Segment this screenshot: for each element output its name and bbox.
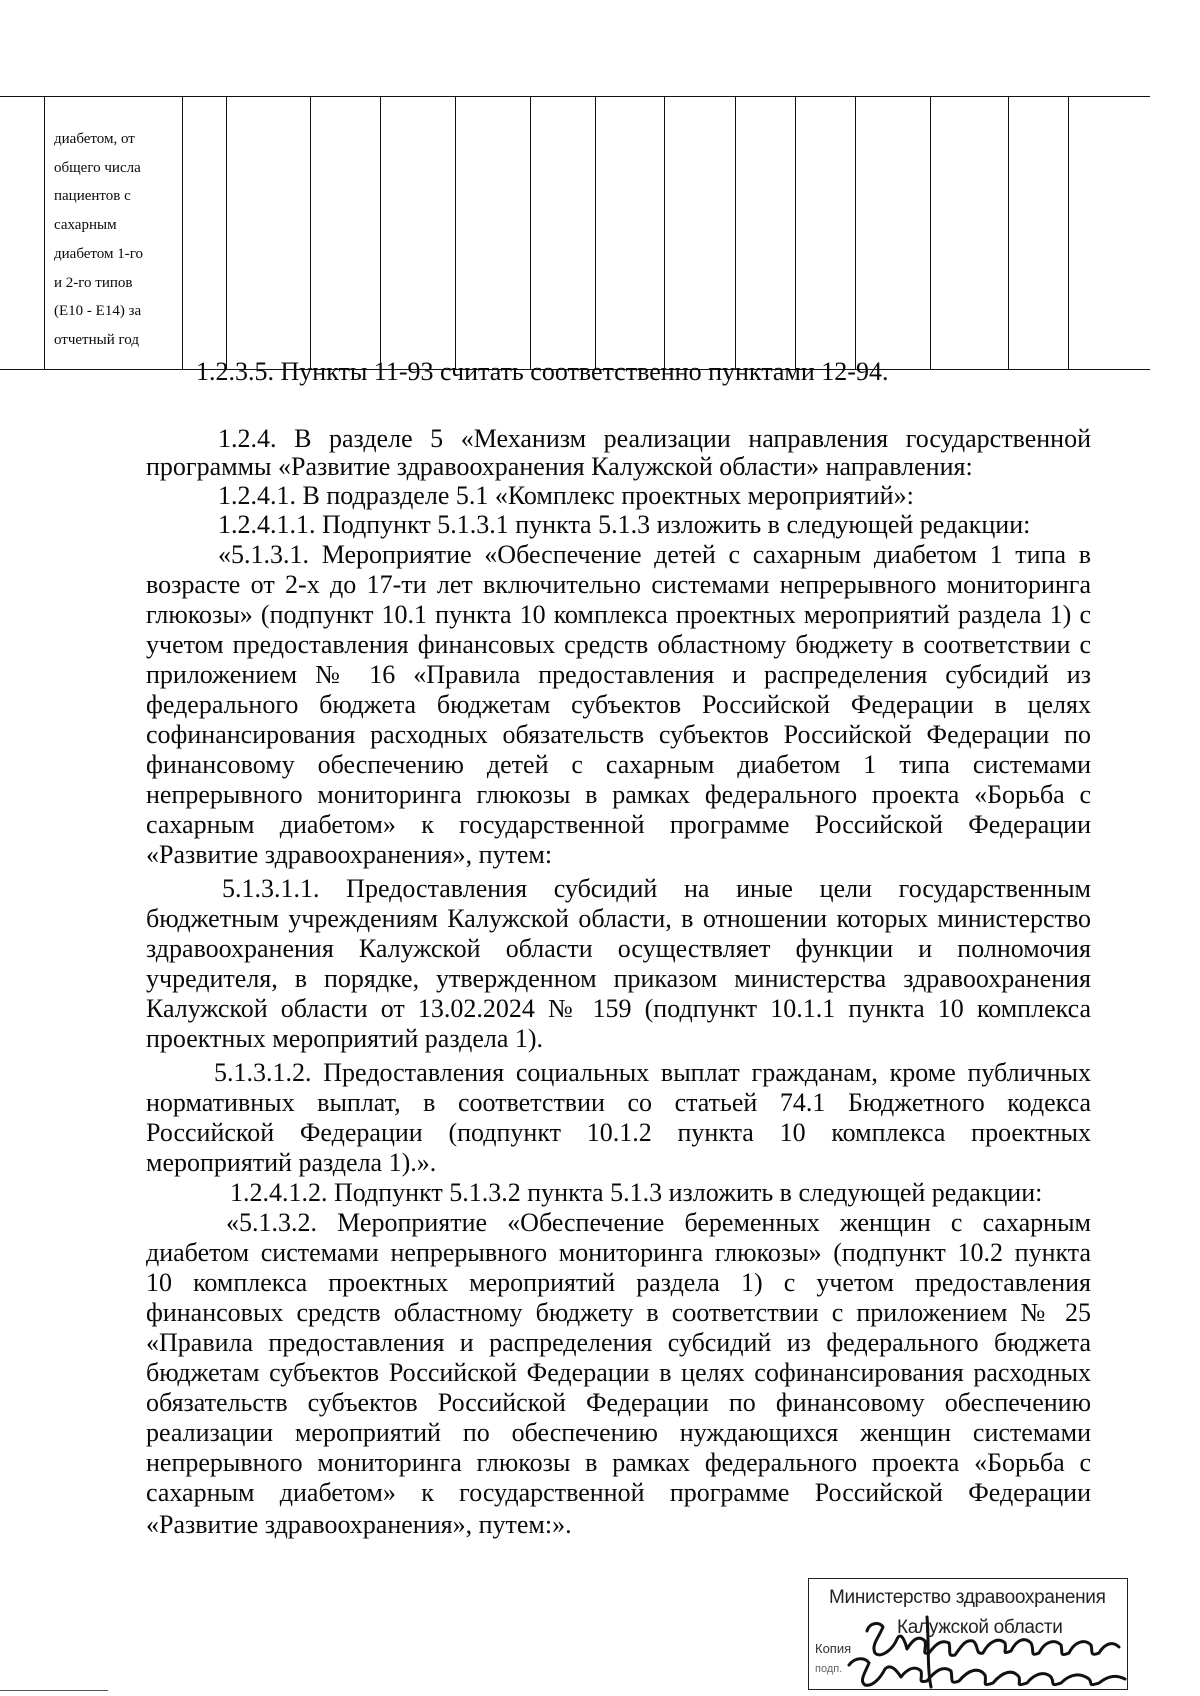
text-line: софинансирования расходных обязательств субъектов Российской Федерации по: [146, 720, 1091, 749]
text-line: диабетом системами непрерывного мониторинга глюкозы» (подпункт 10.2 пункта: [146, 1238, 1091, 1267]
text-line: обязательств субъектов Российской Федерации по финансовому обеспечению: [146, 1388, 1091, 1417]
text-line: проектных мероприятий раздела 1).: [146, 1024, 544, 1053]
text-line: «5.1.3.1. Мероприятие «Обеспечение детей с сахарным диабетом 1 типа в: [218, 540, 1091, 569]
text-line: глюкозы» (подпункт 10.1 пункта 10 комплекса проектных мероприятий раздела 1) с: [146, 600, 1091, 629]
text-line: нормативных выплат, в соответствии со статьей 74.1 Бюджетного кодекса: [146, 1088, 1091, 1117]
text-line: 1.2.4.1.2. Подпункт 5.1.3.2 пункта 5.1.3 изложить в следующей редакции:: [230, 1178, 1043, 1207]
text-line: бюджетным учреждениям Калужской области, в отношении которых министерство: [146, 904, 1091, 933]
text-line: 1.2.4. В разделе 5 «Механизм реализации направления государственной: [218, 424, 1091, 453]
text-line: федерального бюджета бюджетам субъектов Российской Федерации в целях: [146, 690, 1091, 719]
text-line: «Правила предоставления и распределения субсидий из федерального бюджета: [146, 1328, 1091, 1357]
text-line: непрерывного мониторинга глюкозы в рамках федерального проекта «Борьба с: [146, 1448, 1091, 1477]
stamp-org-line: Министерство здравоохранения: [829, 1587, 1106, 1608]
text-line: финансовому обеспечению детей с сахарным диабетом 1 типа системами: [146, 750, 1091, 779]
text-line: «Развитие здравоохранения», путем:».: [146, 1510, 572, 1539]
text-line: приложением № 16 «Правила предоставления и распределения субсидий из: [146, 660, 1091, 689]
text-line: 1.2.3.5. Пункты 11-93 считать соответственно пунктами 12-94.: [196, 357, 889, 386]
text-line: Российской Федерации (подпункт 10.1.2 пункта 10 комплекса проектных: [146, 1118, 1091, 1147]
text-line: бюджетам субъектов Российской Федерации в целях софинансирования расходных: [146, 1358, 1091, 1387]
page-edge-rule: [0, 1690, 108, 1691]
text-line: возрасте от 2-х до 17-ти лет включительно системами непрерывного мониторинга: [146, 570, 1091, 599]
text-line: здравоохранения Калужской области осуществляет функции и полномочия: [146, 934, 1091, 963]
text-line: учредителя, в порядке, утвержденном приказом министерства здравоохранения: [146, 964, 1091, 993]
text-line: 1.2.4.1. В подразделе 5.1 «Комплекс проектных мероприятий»:: [218, 481, 914, 510]
text-line: сахарным диабетом» к государственной программе Российской Федерации: [146, 810, 1091, 839]
text-line: финансовых средств областному бюджету в соответствии с приложением № 25: [146, 1298, 1091, 1327]
stamp-sign-label: подп.: [815, 1663, 843, 1675]
table-cell-indicator-name: диабетом, от общего числа пациентов с сахарным диабетом 1-го и 2-го типов (E10 - E14) за отчетный год: [54, 131, 143, 348]
text-line: учетом предоставления финансовых средств областному бюджету в соответствии с: [146, 630, 1091, 659]
text-line: реализации мероприятий по обеспечению нуждающихся женщин системами: [146, 1418, 1091, 1447]
text-line: Калужской области от 13.02.2024 № 159 (подпункт 10.1.1 пункта 10 комплекса: [146, 994, 1091, 1023]
text-line: программы «Развитие здравоохранения Калужской области» направления:: [146, 452, 973, 481]
text-line: непрерывного мониторинга глюкозы в рамках федерального проекта «Борьба с: [146, 780, 1091, 809]
stamp-org-line: Калужской области: [897, 1617, 1063, 1638]
text-line: 5.1.3.1.2. Предоставления социальных выплат гражданам, кроме публичных: [214, 1058, 1091, 1087]
text-line: 5.1.3.1.1. Предоставления субсидий на иные цели государственным: [222, 874, 1091, 903]
stamp-copy-label: Копия: [815, 1641, 852, 1656]
certification-stamp: [808, 1578, 1128, 1690]
text-line: 10 комплекса проектных мероприятий раздела 1) с учетом предоставления: [146, 1268, 1091, 1297]
handwritten-signature-icon: [809, 1579, 1127, 1689]
text-line: «5.1.3.2. Мероприятие «Обеспечение беременных женщин с сахарным: [226, 1208, 1091, 1237]
text-line: мероприятий раздела 1).».: [146, 1148, 437, 1177]
text-line: 1.2.4.1.1. Подпункт 5.1.3.1 пункта 5.1.3 изложить в следующей редакции:: [218, 510, 1031, 539]
text-line: сахарным диабетом» к государственной программе Российской Федерации: [146, 1478, 1091, 1507]
text-line: «Развитие здравоохранения», путем:: [146, 840, 553, 869]
